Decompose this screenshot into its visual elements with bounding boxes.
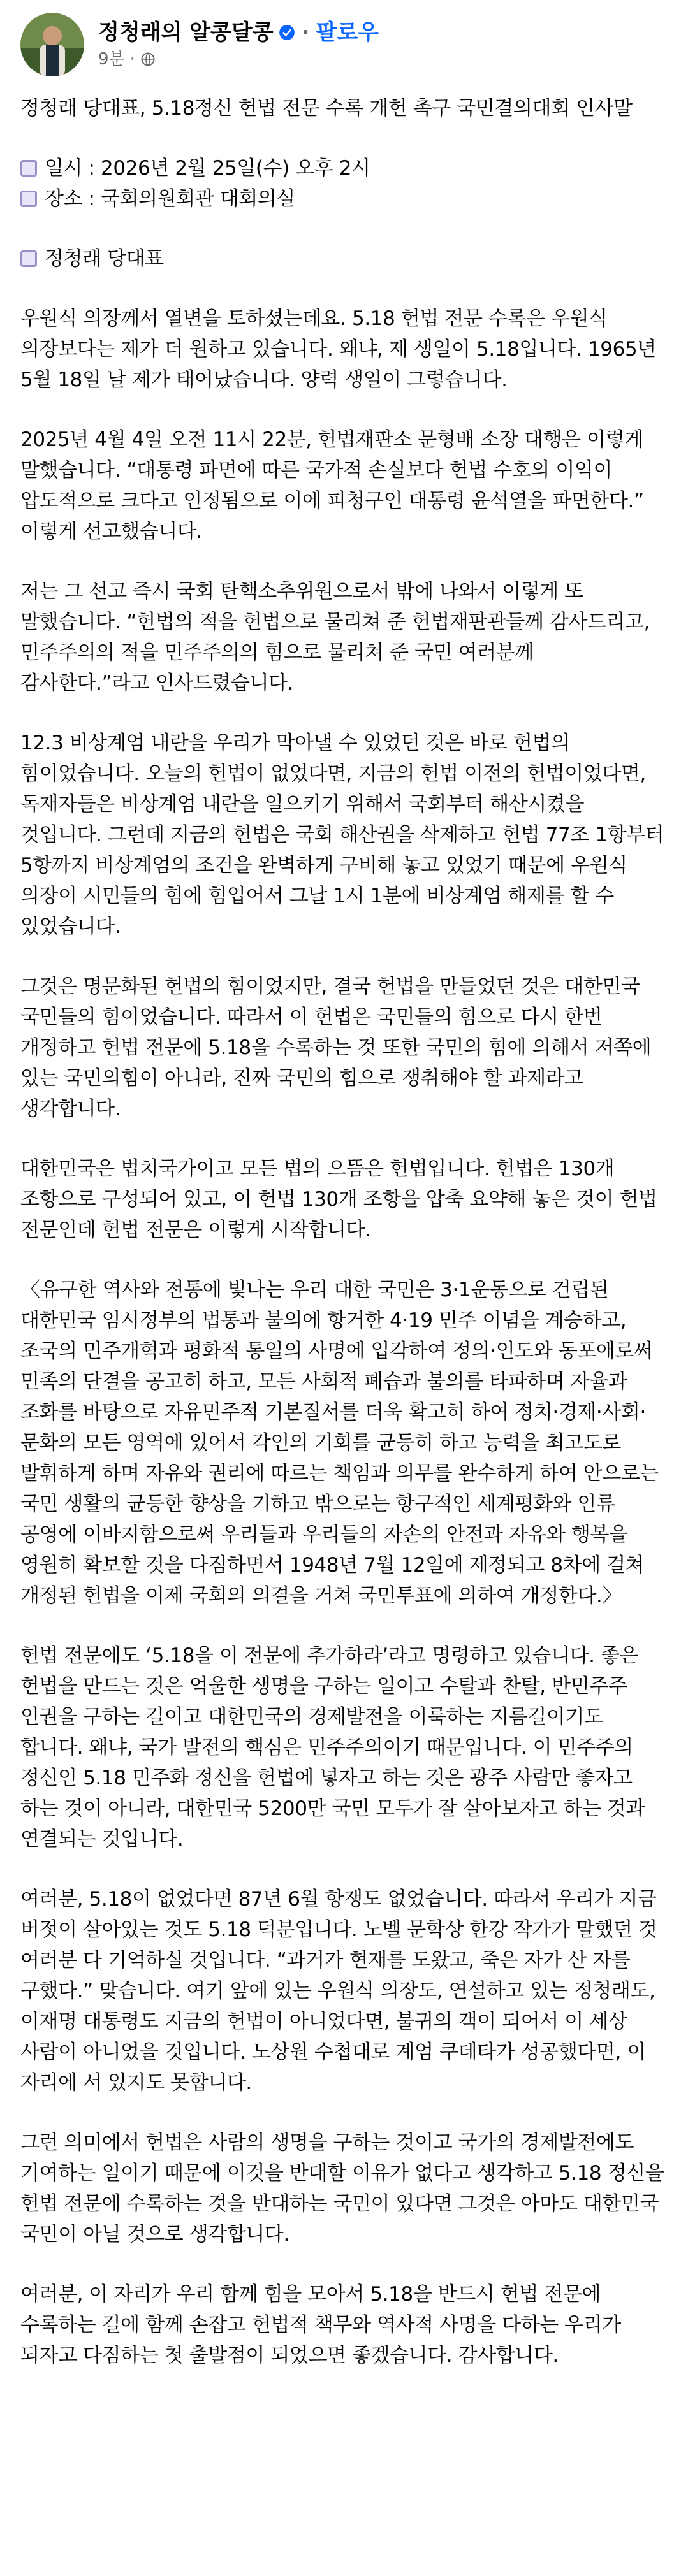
paragraph-4: 12.3 비상계엄 내란을 우리가 막아낼 수 있었던 것은 바로 헌법의 힘이었습니다. 오늘의 헌법이 없었다면, 지금의 헌법 이전의 헌법이었다면, 독재자들은 비상계엄 내란을 일으키기 위해서 국회부터 해산시켰을 것입니다. 그런데 지금의 헌법은 국회 해산권을 삭제하고 헌법 77조 1항부터 5항까지 비상계엄의 조건을 완벽하게 구비해 놓고 있었기 때문에 우원식 의장이 시민들의 힘에 힘입어서 그날 1시 1분에 비상계엄 해제를 할 수 있었습니다. bbox=[20, 732, 670, 938]
paragraph-3: 저는 그 선고 즉시 국회 탄핵소추위원으로서 밖에 나와서 이렇게 또 말했습니다. “헌법의 적을 헌법으로 물리쳐 준 헌법재판관들께 감사드리고, 민주주의의 적을 민주주의의 힘으로 물리쳐 준 국민 여러분께 감사한다.”라고 인사드렸습니다. bbox=[20, 580, 656, 695]
paragraph-7-constitution-preamble: 〈유구한 역사와 전통에 빛나는 우리 대한 국민은 3·1운동으로 건립된 대한민국 임시정부의 법통과 불의에 항거한 4·19 민주 이념을 계승하고, 조국의 민주개혁과 평화적 통일의 사명에 입각하여 정의·인도와 동포애로써 민족의 단결을 공고히 하고, 모든 사회적 폐습과 불의를 타파하며 자율과 조화를 바탕으로 자유민주적 기본질서를 더욱 확고히 하여 정치·경제·사회·문화의 모든 영역에 있어서 각인의 기회를 균등히 하고 능력을 최고도로 발휘하게 하며 자유와 권리에 따르는 책임과 의무를 완수하게 하여 안으로는 국민 생활의 균등한 향상을 기하고 밖으로는 항구적인 세계평화와 인류 공영에 이바지함으로써 우리들과 우리들의 자손의 안전과 자유와 행복을 영원히 확보할 것을 다짐하면서 1948년 7월 12일에 제정되고 8차에 걸쳐 개정된 헌법을 이제 국회의 의결을 거쳐 국민투표에 의하여 개정한다.〉 bbox=[20, 1278, 665, 1607]
post-header bbox=[20, 0, 668, 89]
avatar[interactable] bbox=[20, 13, 84, 76]
globe-icon[interactable] bbox=[140, 52, 156, 67]
checkbox-emoji-icon bbox=[20, 160, 37, 177]
speaker-text: 정청래 당대표 bbox=[45, 247, 164, 270]
paragraph-6: 대한민국은 법치국가이고 모든 법의 으뜸은 헌법입니다. 헌법은 130개 조항으로 구성되어 있고, 이 헌법 130개 조항을 압축 요약해 놓은 것이 헌법 전문인데 헌법 전문은 이렇게 시작합니다. bbox=[20, 1157, 664, 1241]
place-text: 장소 : 국회의원회관 대회의실 bbox=[45, 187, 295, 210]
meta-row bbox=[98, 48, 379, 71]
author-name[interactable]: 정청래의 알콩달콩 bbox=[98, 20, 274, 45]
post-title: 정청래 당대표, 5.18정신 헌법 전문 수록 개헌 촉구 국민결의대회 인사말 bbox=[20, 97, 633, 120]
paragraph-2: 2025년 4월 4일 오전 11시 22분, 헌법재판소 문형배 소장 대행은 이렇게 말했습니다. “대통령 파면에 따른 국가적 손실보다 헌법 수호의 이익이 압도적으로 크다고 인정됨으로 이에 피청구인 대통령 윤석열을 파면한다.” 이렇게 선고했습니다. bbox=[20, 428, 650, 543]
paragraph-11: 여러분, 이 자리가 우리 함께 힘을 모아서 5.18을 반드시 헌법 전문에 수록하는 길에 함께 손잡고 헌법적 책무와 역사적 사명을 다하는 우리가 되자고 다짐하는 첫 출발점이 되었으면 좋겠습니다. 감사합니다. bbox=[20, 2283, 627, 2367]
purple-square-emoji-icon bbox=[20, 250, 37, 267]
name-separator: · bbox=[301, 20, 310, 45]
meta-separator: · bbox=[129, 50, 135, 69]
checkbox-emoji-icon bbox=[20, 191, 37, 207]
paragraph-1: 우원식 의장께서 열변을 토하셨는데요. 5.18 헌법 전문 수록은 우원식 의장보다는 제가 더 원하고 있습니다. 왜냐, 제 생일이 5.18입니다. 1965년 5월 18일 날 제가 태어났습니다. 양력 생일이 그렇습니다. bbox=[20, 307, 662, 391]
post-body bbox=[20, 93, 668, 2371]
paragraph-8: 헌법 전문에도 ‘5.18을 이 전문에 추가하라’라고 명령하고 있습니다. 좋은 헌법을 만드는 것은 억울한 생명을 구하는 일이고 수탈과 찬탈, 반민주주 인권을 구하는 길이고 대한민국의 경제발전을 이룩하는 지름길이기도 합니다. 왜냐, 국가 발전의 핵심은 민주주의이기 때문입니다. 이 민주주의 정신인 5.18 민주화 정신을 헌법에 넣자고 하는 것은 광주 사람만 좋자고 하는 것이 아니라, 대한민국 5200만 국민 모두가 잘 살아보자고 하는 것과 연결되는 것입니다. bbox=[20, 1644, 651, 1851]
speaker-line bbox=[20, 243, 668, 274]
follow-button[interactable]: 팔로우 bbox=[316, 20, 379, 45]
date-text: 일시 : 2026년 2월 25일(수) 오후 2시 bbox=[45, 157, 370, 180]
name-row bbox=[98, 18, 379, 47]
paragraph-5: 그것은 명문화된 헌법의 힘이었지만, 결국 헌법을 만들었던 것은 대한민국 국민들의 힘이었습니다. 따라서 이 헌법은 국민들의 힘으로 다시 한번 개정하고 헌법 전문에 5.18을 수록하는 것 또한 국민의 힘에 의해서 저쪽에 있는 국민의힘이 아니라, 진짜 국민의 힘으로 쟁취해야 할 과제라고 생각합니다. bbox=[20, 975, 657, 1120]
header-text bbox=[98, 18, 379, 71]
verified-badge-icon bbox=[279, 24, 295, 41]
place-line bbox=[20, 184, 668, 214]
post-time[interactable]: 9분 bbox=[98, 50, 125, 69]
date-line bbox=[20, 153, 668, 184]
paragraph-9: 여러분, 5.18이 없었다면 87년 6월 항쟁도 없었습니다. 따라서 우리가 지금 버젓이 살아있는 것도 5.18 덕분입니다. 노벨 문학상 한강 작가가 말했던 것 여러분 다 기억하실 것입니다. “과거가 현재를 도왔고, 죽은 자가 산 자를 구했다.” 맞습니다. 여기 앞에 있는 우원식 의장도, 연설하고 있는 정청래도, 이재명 대통령도 지금의 헌법이 아니었다면, 불귀의 객이 되어서 이 세상 사람이 아니었을 것입니다. 노상원 수첩대로 계엄 쿠데타가 성공했다면, 이 자리에 서 있지도 못합니다. bbox=[20, 1888, 664, 2094]
paragraph-10: 그런 의미에서 헌법은 사람의 생명을 구하는 것이고 국가의 경제발전에도 기여하는 일이기 때문에 이것을 반대할 이유가 없다고 생각하고 5.18 정신을 헌법 전문에 수록하는 것을 반대하는 국민이 있다면 그것은 아마도 대한민국 국민이 아닐 것으로 생각합니다. bbox=[20, 2131, 670, 2246]
